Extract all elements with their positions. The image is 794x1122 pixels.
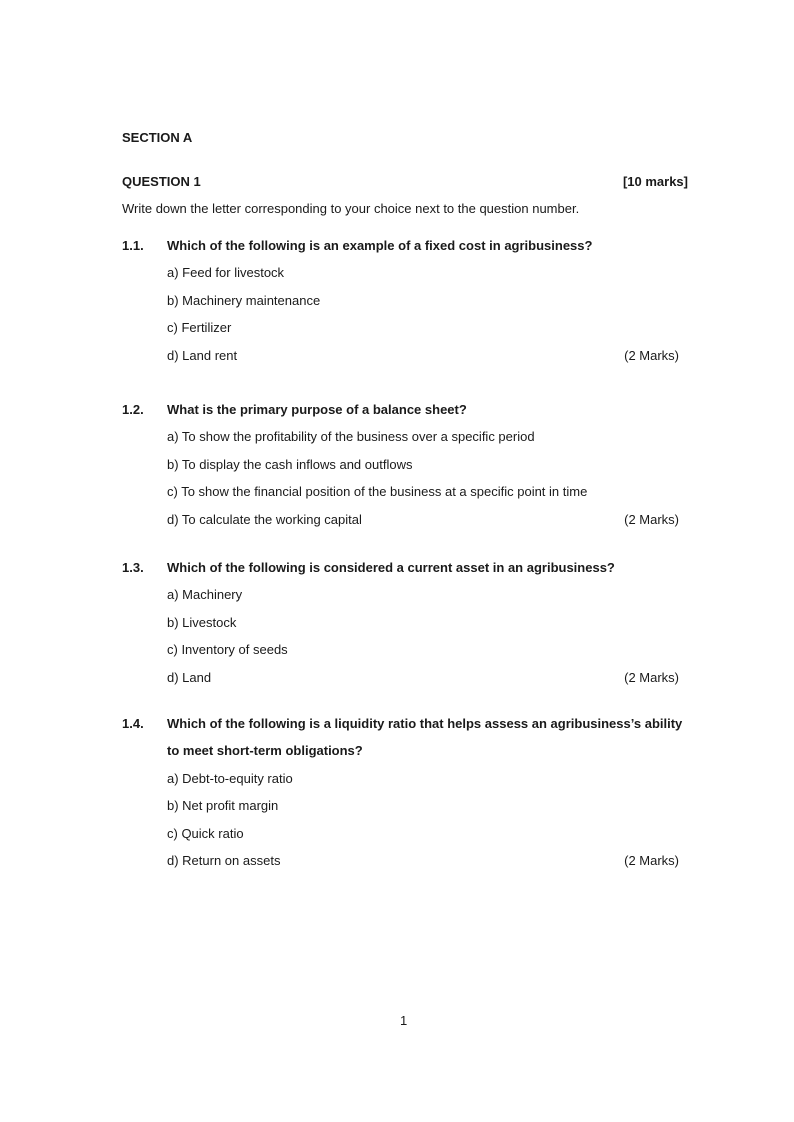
question-text: Which of the following is considered a current asset in an agribusiness?	[167, 560, 615, 575]
answer-option: a) To show the profitability of the business over a specific period	[167, 429, 535, 445]
page-number: 1	[400, 1013, 408, 1028]
question-title: QUESTION 1	[122, 174, 201, 189]
question-marks: (2 Marks)	[624, 347, 679, 363]
question-text: What is the primary purpose of a balance sheet?	[167, 402, 467, 417]
answer-option: d) To calculate the working capital	[167, 511, 362, 527]
answer-option: a) Machinery	[167, 587, 243, 603]
answer-option: d) Land rent	[167, 347, 238, 363]
question-text: Which of the following is a liquidity ratio that helps assess an agribusiness’s ability	[167, 716, 683, 731]
question-marks: (2 Marks)	[624, 669, 679, 685]
answer-option: a) Debt-to-equity ratio	[167, 770, 293, 786]
section-title: SECTION A	[122, 130, 193, 145]
question-text: Which of the following is an example of a fixed cost in agribusiness?	[167, 238, 593, 253]
question-number: 1.4.	[122, 716, 144, 731]
question-marks: (2 Marks)	[624, 853, 679, 868]
answer-option: a) Feed for livestock	[167, 265, 285, 281]
answer-option: c) To show the financial position of the business at a specific point in time	[167, 484, 588, 500]
answer-option: d) Return on assets	[167, 853, 281, 868]
answer-option: b) Machinery maintenance	[167, 292, 321, 308]
question-number: 1.1.	[122, 238, 144, 253]
question-marks: (2 Marks)	[624, 511, 679, 527]
answer-option: b) Net profit margin	[167, 798, 279, 814]
answer-option: c) Inventory of seeds	[167, 642, 288, 658]
answer-option: b) Livestock	[167, 614, 237, 630]
instruction-text: Write down the letter corresponding to your choice next to the question number.	[122, 201, 580, 216]
question-number: 1.2.	[122, 402, 144, 417]
answer-option: c) Fertilizer	[167, 320, 232, 336]
answer-option: b) To display the cash inflows and outflows	[167, 456, 413, 472]
question-marks: [10 marks]	[622, 174, 688, 189]
answer-option: c) Quick ratio	[167, 825, 244, 841]
answer-option: d) Land	[167, 669, 212, 685]
question-number: 1.3.	[122, 560, 144, 575]
question-text: to meet short-term obligations?	[167, 743, 363, 759]
